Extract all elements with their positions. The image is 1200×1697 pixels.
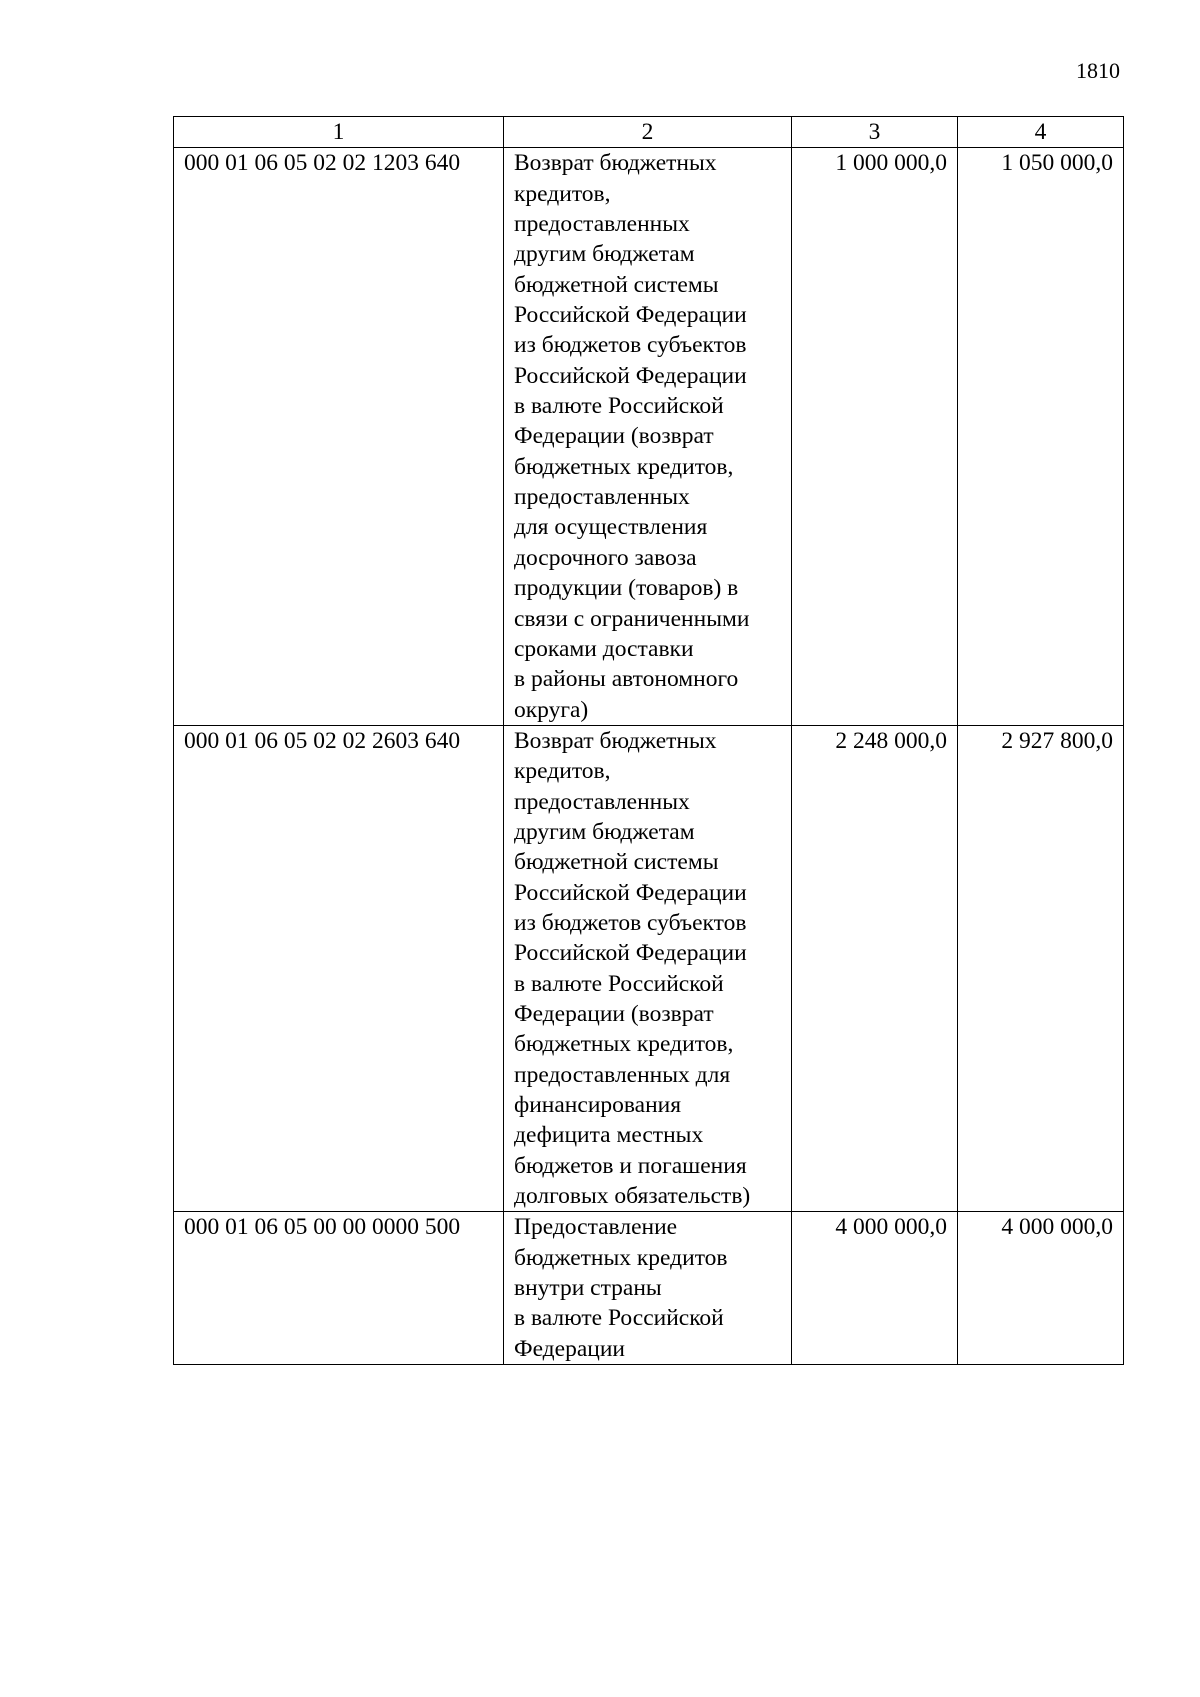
table-row (174, 148, 1124, 726)
name-line: из бюджетов субъектов (514, 909, 747, 936)
table-row (174, 1212, 1124, 1365)
name-line: Российской Федерации (514, 940, 747, 967)
name-line: бюджетов и погашения (514, 1152, 747, 1179)
name-line: продукции (товаров) в (514, 575, 739, 602)
table-header-row (174, 117, 1124, 148)
amount-cell: 4 000 000,0 (958, 1212, 1124, 1365)
budget-table (173, 116, 1124, 1365)
name-line: бюджетных кредитов, (514, 1031, 734, 1058)
table-row (174, 725, 1124, 1212)
name-line: бюджетных кредитов, (514, 453, 734, 480)
name-line: в районы автономного (514, 666, 739, 693)
name-line: связи с ограниченными (514, 605, 750, 632)
name-line: в валюте Российской (514, 393, 724, 420)
name-cell (504, 725, 792, 1212)
code-cell: 000 01 06 05 02 02 1203 640 (174, 148, 504, 726)
name-line: бюджетной системы (514, 849, 719, 876)
column-header: 3 (792, 117, 958, 148)
column-header: 2 (504, 117, 792, 148)
page-number: 1810 (1076, 58, 1120, 83)
name-line: предоставленных для (514, 1061, 731, 1088)
name-line: Российской Федерации (514, 879, 747, 906)
name-line: долговых обязательств) (514, 1183, 751, 1210)
column-header: 1 (174, 117, 504, 148)
name-line: бюджетной системы (514, 271, 719, 298)
amount-cell: 2 248 000,0 (792, 725, 958, 1212)
name-line: Возврат бюджетных (514, 727, 717, 754)
name-line: из бюджетов субъектов (514, 332, 747, 359)
code-cell: 000 01 06 05 02 02 2603 640 (174, 725, 504, 1212)
name-line: бюджетных кредитов (514, 1244, 728, 1271)
name-line: Федерации (514, 1335, 625, 1362)
name-line: кредитов, (514, 758, 611, 785)
code-cell: 000 01 06 05 00 00 0000 500 (174, 1212, 504, 1365)
amount-cell: 2 927 800,0 (958, 725, 1124, 1212)
name-line: Российской Федерации (514, 362, 747, 389)
name-line: в валюте Российской (514, 970, 724, 997)
name-cell (504, 1212, 792, 1365)
name-line: Предоставление (514, 1214, 678, 1241)
name-line: другим бюджетам (514, 818, 695, 845)
name-line: предоставленных (514, 788, 690, 815)
amount-cell: 1 050 000,0 (958, 148, 1124, 726)
amount-cell: 1 000 000,0 (792, 148, 958, 726)
name-line: предоставленных (514, 211, 690, 238)
column-header: 4 (958, 117, 1124, 148)
name-line: Федерации (возврат (514, 423, 714, 450)
name-line: финансирования (514, 1092, 682, 1118)
name-line: Федерации (возврат (514, 1000, 714, 1027)
name-line: округа) (514, 696, 589, 723)
name-line: предоставленных (514, 484, 690, 511)
name-line: кредитов, (514, 180, 611, 207)
name-line: для осуществления (514, 514, 708, 541)
name-line: в валюте Российской (514, 1305, 724, 1332)
name-line: Российской Федерации (514, 302, 747, 329)
name-line: дефицита местных (514, 1122, 704, 1149)
name-line: Возврат бюджетных (514, 150, 717, 177)
name-cell (504, 148, 792, 726)
name-line: другим бюджетам (514, 241, 695, 268)
name-line: досрочного завоза (514, 544, 697, 571)
name-line: сроками доставки (514, 635, 694, 662)
amount-cell: 4 000 000,0 (792, 1212, 958, 1365)
name-line: внутри страны (514, 1275, 662, 1302)
